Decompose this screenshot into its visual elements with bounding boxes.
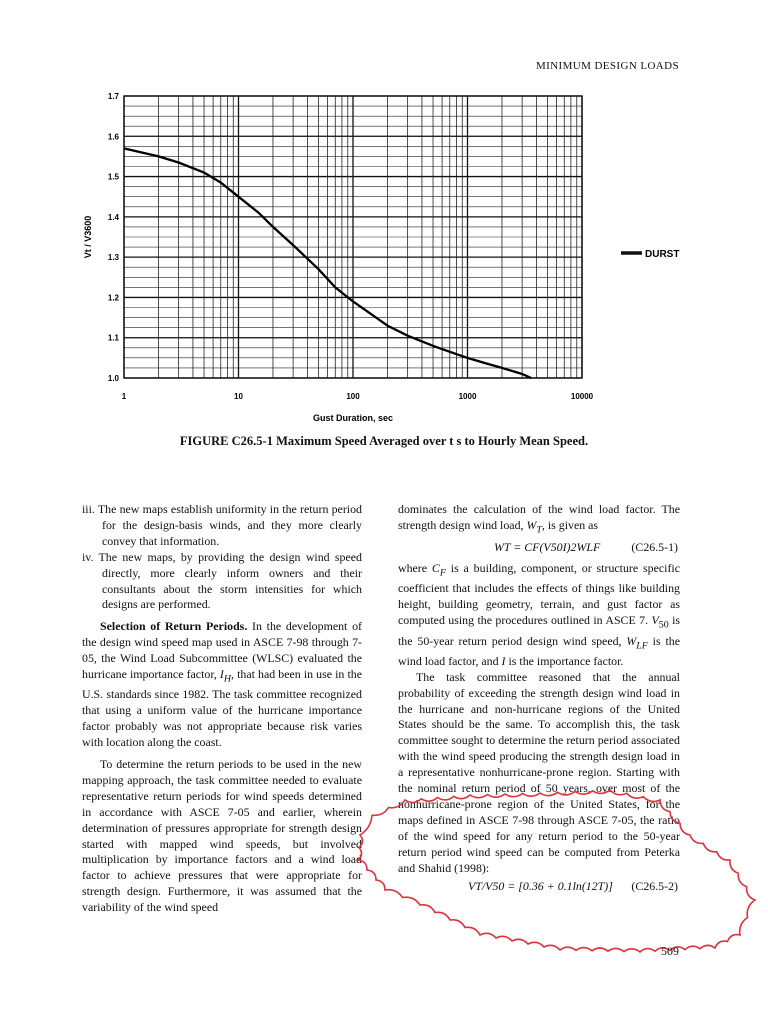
symbol: I bbox=[219, 667, 224, 682]
paragraph-return-periods bbox=[82, 619, 362, 751]
equation-c26-5-2 bbox=[398, 879, 680, 897]
y-axis-label: Vt / V3600 bbox=[83, 215, 93, 259]
equation-expression: VT/V50 = [0.36 + 0.1ln(12T)] bbox=[468, 878, 613, 893]
equation-number: (C26.5-2) bbox=[631, 878, 678, 893]
x-tick-label: 1 bbox=[121, 392, 127, 401]
x-tick-label: 1000 bbox=[458, 392, 477, 401]
paragraph-task-committee: The task committee reasoned that the annual probability of exceeding the strength design wind load in the hurricane and non-hurricane regions of the United States should be the same. To accomplish this, the task committee sought to determine the return period associated with the wind speed producing the strength design load in a representative nonhurricane-prone region. Starting with the nominal return period of 50 years, over most of the nonhurricane-prone region of the United States, for the maps defined in ASCE 7-98 through ASCE 7-05, the ratio of the wind speed for any return period to the 50-year return period wind speed can be computed from Peterka and Shahid (1998): bbox=[398, 669, 680, 875]
text-run: is the 50-year return period design wind speed, bbox=[398, 613, 681, 648]
section-heading: Selection of Return Periods. bbox=[100, 619, 248, 634]
y-tick-label: 1.3 bbox=[107, 253, 119, 263]
x-axis-label: Gust Duration, sec bbox=[312, 413, 394, 423]
symbol: I bbox=[501, 653, 506, 668]
chart-legend bbox=[621, 249, 679, 260]
figure-caption: FIGURE C26.5-1 Maximum Speed Averaged over t s to Hourly Mean Speed. bbox=[179, 434, 589, 448]
x-tick-label: 10 bbox=[234, 392, 243, 401]
text-run: , is given as bbox=[541, 517, 599, 532]
y-tick-label: 1.5 bbox=[107, 172, 119, 182]
left-column bbox=[82, 502, 362, 916]
running-head: MINIMUM DESIGN LOADS bbox=[535, 60, 679, 72]
text-run: , that had been in use in the U.S. standards since 1982. The task committee recognized that using a uniform value of the hurricane importance factor probably was not appropriate because risk varies with location along the coast. bbox=[82, 667, 362, 750]
text-run: dominates the calculation of the wind load factor. The strength design wind load, bbox=[398, 502, 680, 532]
paragraph-where bbox=[398, 561, 680, 670]
text-run: In the development of the design wind speed map used in ASCE 7-98 through 7-05, the Wind Load Subcommittee (WLSC) evaluated the hurricane importance factor, bbox=[82, 619, 362, 682]
y-tick-label: 1.4 bbox=[107, 212, 119, 222]
symbol: V bbox=[651, 613, 659, 628]
list-item-iv: iv. The new maps, by providing the design wind speed directly, more clearly inform owners and their consultants about the storm intensities for which designs are performed. bbox=[82, 549, 362, 612]
symbol: W bbox=[526, 517, 537, 532]
paragraph-load-factor bbox=[398, 502, 680, 538]
y-tick-label: 1.2 bbox=[107, 293, 119, 303]
subscript: H bbox=[223, 673, 232, 685]
subscript: T bbox=[536, 524, 542, 536]
subscript: F bbox=[439, 567, 446, 579]
text-run: is a building, component, or structure specific coefficient that includes the effects of things like building height, building geometry, terrain, and gust factor as computed using the procedures outlined in ASCE 7. bbox=[398, 561, 680, 628]
right-column bbox=[398, 502, 680, 900]
text-run: is the wind load factor, and bbox=[398, 633, 680, 668]
paragraph-mapping: To determine the return periods to be used in the new mapping approach, the task committee needed to evaluate representative return periods for wind speeds determined in accordance with ASCE 7-05 and earlier, wherein determination of pressures appropriate for strength design started with mapped wind speeds, but involved multiplication by importance factors and a wind load factor to achieve pressures that were appropriate for strength design. Furthermore, it was assumed that the variability of the wind speed bbox=[82, 756, 362, 915]
legend-label-durst: DURST bbox=[645, 249, 680, 260]
x-tick-label: 100 bbox=[346, 392, 360, 401]
list-item-iii: iii. The new maps establish uniformity in the return period for the design-basis winds, and they more clearly convey that information. bbox=[82, 502, 362, 548]
y-tick-label: 1.7 bbox=[107, 92, 119, 101]
subscript: 50 bbox=[658, 619, 669, 631]
text-run: where bbox=[398, 561, 432, 576]
subscript: LF bbox=[636, 639, 648, 651]
equation-expression: WT = CF(V50I)2WLF bbox=[494, 540, 601, 555]
x-tick-label: 10000 bbox=[570, 392, 594, 401]
wind-speed-chart bbox=[0, 0, 768, 434]
equation-number: (C26.5-1) bbox=[631, 540, 678, 555]
symbol: C bbox=[431, 561, 440, 576]
text-run: is the importance factor. bbox=[505, 653, 624, 668]
y-tick-label: 1.6 bbox=[107, 132, 119, 142]
page-number: 509 bbox=[661, 944, 679, 958]
equation-c26-5-1 bbox=[398, 540, 680, 558]
symbol: W bbox=[626, 633, 637, 648]
y-tick-label: 1.0 bbox=[107, 374, 119, 383]
y-tick-label: 1.1 bbox=[107, 333, 119, 343]
